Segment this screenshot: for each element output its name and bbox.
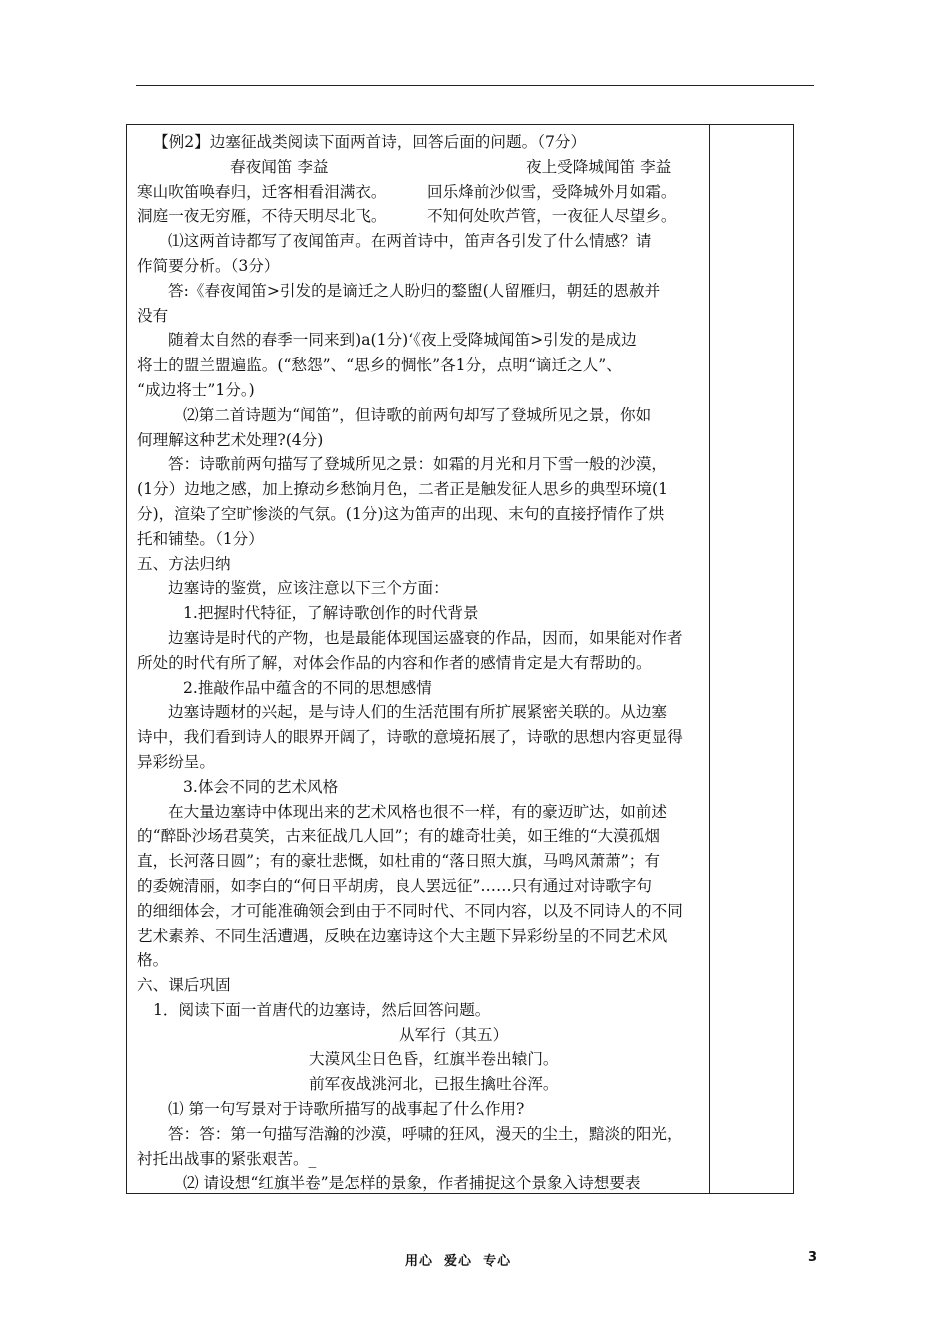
- method-3-text-cont: 的细细体会，才可能准确领会到由于不同时代、不同内容，以及不同诗人的不同: [137, 901, 683, 920]
- answer-1-cont: 将士的盟兰盟遍监。(“愁怨”、“思乡的惆怅”各1分，点明“谪迁之人”、: [137, 356, 622, 375]
- poem1-title: 春夜闻笛 李益: [230, 157, 329, 176]
- page-number: 3: [808, 1250, 818, 1265]
- exercise-poem-line2: 前军夜战洮河北，已报生擒吐谷浑。: [309, 1075, 559, 1094]
- question-2: ⑵第二首诗题为“闻笛”，但诗歌的前两句却写了登城所见之景，你如: [183, 405, 652, 424]
- method-3-text-cont: 格。: [137, 951, 169, 970]
- answer-1: 答:《春夜闻笛>引发的是谪迁之人盼归的鍪盥(人留雁归，朝廷的恩赦并: [168, 281, 661, 300]
- method-3-text-cont: 艺术素养、不同生活遭遇，反映在边塞诗这个大主题下异彩纷呈的不同艺术风: [137, 926, 668, 945]
- method-2-text-cont: 异彩纷呈。: [137, 752, 215, 771]
- poem1-line2: 洞庭一夜无穷雁，不待天明尽北飞。: [137, 207, 387, 226]
- method-2-title: 2.推敲作品中蕴含的不同的思想感情: [183, 678, 432, 697]
- exercise-question-2: ⑵ 请设想“红旗半卷”是怎样的景象，作者捕捉这个景象入诗想要表: [183, 1174, 641, 1193]
- exercise-answer-1: 答：答：第一句描写浩瀚的沙漠，呼啸的狂风，漫天的尘土，黯淡的阳光，: [168, 1124, 683, 1143]
- question-1: ⑴这两首诗都写了夜闻笛声。在两首诗中，笛声各引发了什么情感？请: [168, 232, 652, 251]
- example-heading: 【例2】边塞征战类阅读下面两首诗，回答后面的问题。（7分）: [153, 133, 587, 151]
- exercise-poem-line1: 大漠风尘日色昏，红旗半卷出辕门。: [309, 1050, 559, 1069]
- answer-2-cont: (1分）边地之感，加上撩动乡愁饷月色，二者正是触发征人思乡的典型环境(1: [137, 480, 669, 499]
- poem2-title: 夜上受降城闻笛 李益: [525, 157, 672, 176]
- answer-2: 答：诗歌前两句描写了登城所见之景：如霜的月光和月下雪一般的沙漠，: [168, 455, 668, 474]
- method-1-text-cont: 所处的时代有所了解，对体会作品的内容和作者的感情肯定是大有帮助的。: [137, 653, 652, 672]
- question-2-cont: 何理解这种艺术处理?(4分): [137, 430, 324, 449]
- section5-intro: 边塞诗的鉴赏，应该注意以下三个方面：: [168, 579, 449, 598]
- column-divider: [709, 125, 710, 1193]
- poem-titles: [137, 155, 703, 180]
- exercise-intro: 1．阅读下面一首唐代的边塞诗，然后回答问题。: [153, 1000, 491, 1019]
- exercise-poem-title: 从军行（其五）: [399, 1025, 509, 1044]
- answer-1-cont: “成边将士”1分。): [137, 380, 255, 399]
- poem2-line2: 不知何处吹芦管，一夜征人尽望乡。: [427, 207, 677, 226]
- method-3-text-cont: 的委婉清丽，如李白的“何日平胡虏，良人罢远征”……只有通过对诗歌字句: [137, 876, 652, 895]
- main-cell: [137, 130, 703, 1194]
- answer-2-cont: 托和铺垫。（1分）: [137, 529, 264, 548]
- content-table: [126, 124, 794, 1194]
- header-rule: [136, 85, 814, 86]
- answer-1-cont: 没有: [137, 306, 169, 325]
- question-1-cont: 作简要分析。（3分）: [137, 256, 280, 275]
- section5-title: 五、方法归纳: [137, 554, 231, 573]
- footer-slogan: 用心 爱心 专心: [405, 1254, 512, 1269]
- method-3-text-cont: 直，长河落日圆”；有的豪壮悲慨，如杜甫的“落日照大旗，马鸣风萧萧”；有: [137, 852, 660, 871]
- method-1-text: 边塞诗是时代的产物，也是最能体现国运盛衰的作品，因而，如果能对作者: [168, 628, 683, 647]
- poem2-line1: 回乐烽前沙似雪，受降城外月如霜。: [427, 182, 677, 201]
- method-2-text-cont: 诗中，我们看到诗人的眼界开阔了，诗歌的意境拓展了，诗歌的思想内容更显得: [137, 728, 683, 747]
- answer-2-cont: 分)，渲染了空旷惨淡的气氛。(1分)这为笛声的出现、末句的直接抒情作了烘: [137, 504, 665, 523]
- exercise-answer-1-cont: 衬托出战事的紧张艰苦。_: [137, 1149, 317, 1168]
- answer-1-cont: 随着太自然的春季一同来到)a(1分)‘《夜上受降城闻笛>引发的是成边: [168, 331, 637, 350]
- poem-line-2: [137, 204, 703, 229]
- exercise-question-1: ⑴ 第一句写景对于诗歌所描写的战事起了什么作用?: [168, 1100, 525, 1119]
- method-3-title: 3.体会不同的艺术风格: [183, 777, 339, 796]
- method-3-text: 在大量边塞诗中体现出来的艺术风格也很不一样，有的豪迈旷达，如前述: [168, 802, 668, 821]
- method-3-text-cont: 的“醉卧沙场君莫笑，古来征战几人回”；有的雄奇壮美，如王维的“大漠孤烟: [137, 827, 660, 846]
- method-1-title: 1.把握时代特征，了解诗歌创作的时代背景: [183, 604, 479, 623]
- poem1-line1: 寒山吹笛唤春归，迁客相看泪满衣。: [137, 182, 387, 201]
- section6-title: 六、课后巩固: [137, 976, 231, 995]
- poem-line-1: [137, 180, 703, 205]
- method-2-text: 边塞诗题材的兴起，是与诗人们的生活范围有所扩展紧密关联的。从边塞: [168, 703, 668, 722]
